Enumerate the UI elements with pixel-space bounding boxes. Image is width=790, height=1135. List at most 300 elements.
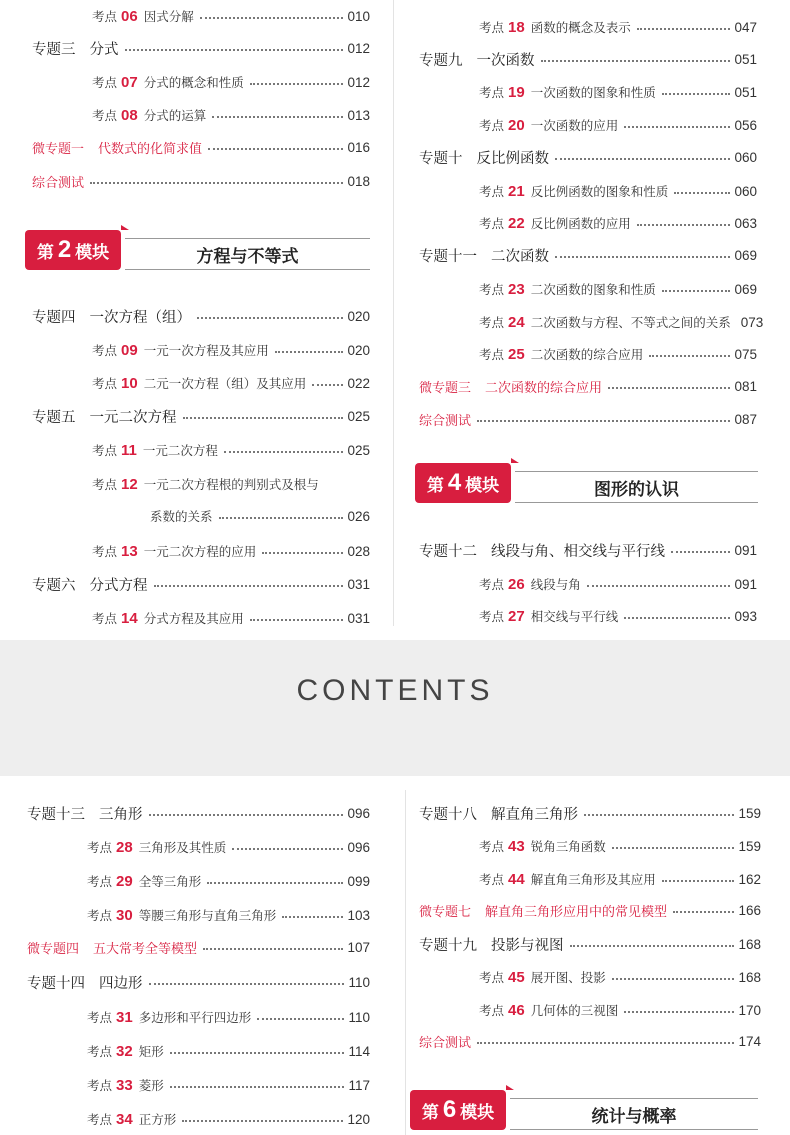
module-title: 方程与不等式: [125, 238, 370, 270]
point-number: 29: [116, 872, 133, 890]
toc-micro-row[interactable]: [27, 934, 370, 960]
page-number: 051: [734, 84, 757, 100]
entry-label: [419, 245, 549, 266]
column-divider: [393, 0, 394, 626]
page-number: 110: [348, 1009, 370, 1025]
toc-micro-row[interactable]: [32, 134, 370, 160]
point-prefix: 考点: [479, 216, 505, 231]
toc-topic-row[interactable]: [27, 800, 370, 826]
module-header: [25, 230, 370, 270]
dot-leader: [203, 948, 343, 950]
module-title: 统计与概率: [510, 1098, 758, 1130]
dot-leader: [257, 1018, 344, 1020]
dot-leader: [312, 384, 343, 386]
section-title: 三角形: [99, 806, 143, 823]
point-number: 33: [116, 1076, 133, 1094]
toc-micro-row[interactable]: [419, 373, 757, 399]
module-suffix: 模块: [460, 1102, 495, 1123]
page-number: 031: [347, 610, 370, 626]
point-number: 43: [508, 837, 525, 855]
page-number: 159: [738, 838, 761, 854]
point-prefix: 考点: [87, 908, 113, 923]
point-title: 几何体的三视图: [530, 1003, 619, 1018]
toc-micro-row[interactable]: [419, 406, 757, 432]
entry-label: [27, 938, 197, 957]
point-prefix: 考点: [92, 443, 118, 458]
dot-leader: [662, 880, 735, 882]
toc-point-row[interactable]: [87, 1072, 370, 1098]
dot-leader: [200, 17, 344, 19]
section-title: 一元二次方程: [89, 409, 177, 426]
page-number: 168: [738, 936, 761, 952]
point-prefix: 考点: [479, 118, 505, 133]
page-number: 075: [734, 346, 757, 362]
section-title: 二次函数的综合应用: [485, 380, 603, 396]
dot-leader: [587, 585, 731, 587]
page-number: 012: [347, 74, 370, 90]
point-prefix: 考点: [92, 343, 118, 358]
toc-topic-row[interactable]: [32, 303, 370, 329]
section-label: 微专题四: [27, 941, 80, 957]
dot-leader: [183, 417, 344, 419]
point-title: 反比例函数的图象和性质: [530, 184, 669, 199]
toc-point-row[interactable]: [92, 437, 370, 463]
point-title: 线段与角: [530, 577, 581, 592]
point-prefix: 考点: [479, 20, 505, 35]
entry-label: [419, 410, 471, 429]
toc-point-row[interactable]: [479, 964, 761, 990]
toc-point-row[interactable]: [479, 79, 757, 105]
section-title: 一次方程（组）: [89, 309, 191, 326]
entry-label: [419, 377, 602, 396]
module-badge: [25, 230, 121, 270]
point-number: 27: [508, 607, 525, 625]
entry-label: [419, 934, 564, 955]
point-title: 一元二次方程: [142, 443, 218, 458]
entry-label: [27, 972, 143, 993]
entry-label: [32, 172, 84, 191]
page-number: 010: [347, 8, 370, 24]
page-number: 159: [738, 805, 761, 821]
point-title: 一次函数的图象和性质: [530, 85, 656, 100]
toc-point-row[interactable]: [479, 571, 757, 597]
point-number: 45: [508, 968, 525, 986]
toc-topic-row[interactable]: [419, 144, 757, 170]
point-title: 一元二次方程的应用: [143, 544, 257, 559]
point-number: 09: [121, 341, 138, 359]
toc-point-row[interactable]: [479, 603, 757, 629]
point-prefix: 考点: [92, 376, 118, 391]
point-number: 46: [508, 1001, 525, 1019]
page-number: 069: [734, 247, 757, 263]
toc-point-row[interactable]: [92, 538, 370, 564]
page-number: 093: [734, 608, 757, 624]
point-prefix: 考点: [92, 108, 118, 123]
column-divider: [405, 790, 406, 1135]
point-number: 44: [508, 870, 525, 888]
section-label: 专题十四: [27, 975, 85, 992]
toc-topic-row[interactable]: [32, 35, 370, 61]
point-title: 二次函数与方程、不等式之间的关系: [530, 315, 731, 330]
point-prefix: 考点: [479, 315, 505, 330]
point-number: 21: [508, 182, 525, 200]
page-number: 013: [347, 107, 370, 123]
page-number: 051: [734, 51, 757, 67]
toc-point-row[interactable]: [479, 112, 757, 138]
point-number: 20: [508, 116, 525, 134]
module-number: 2: [57, 236, 72, 263]
toc-point-row[interactable]: [479, 210, 757, 236]
point-prefix: 考点: [92, 611, 118, 626]
point-title: 矩形: [138, 1044, 164, 1059]
point-title: 二次函数的图象和性质: [530, 282, 656, 297]
point-number: 14: [121, 609, 138, 627]
module-header: [410, 1090, 758, 1130]
module-suffix: 模块: [465, 475, 500, 496]
page-number: 060: [734, 149, 757, 165]
entry-label: [419, 49, 535, 70]
section-label: 专题十九: [419, 937, 477, 954]
entry-label: [419, 540, 665, 561]
point-number: 13: [121, 542, 138, 560]
section-label: 综合测试: [32, 175, 85, 191]
point-prefix: 考点: [87, 1112, 113, 1127]
page-number: 073: [740, 314, 764, 330]
point-number: 26: [508, 575, 525, 593]
toc-point-row[interactable]: [92, 102, 370, 128]
dot-leader: [477, 420, 730, 422]
point-prefix: 考点: [479, 609, 505, 624]
point-title: 二元一次方程（组）及其应用: [143, 376, 307, 391]
point-prefix: 考点: [92, 9, 118, 24]
point-title: 等腰三角形与直角三角形: [138, 908, 277, 923]
dot-leader: [624, 617, 730, 619]
section-title: 一次函数: [476, 52, 535, 69]
page-number: 117: [348, 1077, 370, 1093]
section-label: 专题九: [419, 52, 463, 69]
point-title: 反比例函数的应用: [530, 216, 631, 231]
badge-fold: [511, 458, 519, 463]
point-number: 12: [121, 475, 138, 493]
dot-leader: [154, 585, 344, 587]
point-number: 06: [121, 7, 138, 25]
toc-point-row[interactable]: [92, 69, 370, 95]
page-number: 091: [734, 576, 757, 592]
point-title: 三角形及其性质: [138, 840, 227, 855]
entry-label: [32, 574, 148, 595]
point-prefix: 考点: [87, 1078, 113, 1093]
page-number: 028: [347, 543, 370, 559]
page-number: 114: [348, 1043, 370, 1059]
point-prefix: 考点: [479, 282, 505, 297]
section-label: 专题六: [32, 577, 76, 594]
toc-topic-row[interactable]: [419, 931, 761, 957]
toc-point-row[interactable]: [87, 1038, 370, 1064]
toc-topic-row[interactable]: [419, 242, 757, 268]
point-number: 30: [116, 906, 133, 924]
point-title: 分式的运算: [143, 108, 207, 123]
page-number: 081: [734, 378, 757, 394]
entry-label: [32, 406, 177, 427]
point-number: 10: [121, 374, 138, 392]
section-title: 解直角三角形应用中的常见模型: [485, 904, 668, 920]
toc-point-row[interactable]: [92, 3, 370, 29]
page-number: 096: [347, 805, 370, 821]
contents-heading: CONTENTS: [296, 674, 494, 707]
dot-leader: [570, 945, 735, 947]
dot-leader: [624, 126, 730, 128]
toc-point-row[interactable]: [92, 337, 370, 363]
dot-leader: [232, 848, 343, 850]
section-label: 微专题一: [32, 141, 85, 157]
toc-point-row[interactable]: [479, 833, 761, 859]
page-number: 096: [347, 839, 370, 855]
dot-leader: [282, 916, 343, 918]
page-number: 103: [347, 907, 370, 923]
dot-leader: [197, 317, 343, 319]
point-title: 解直角三角形及其应用: [530, 872, 656, 887]
module-number: 6: [442, 1096, 457, 1123]
dot-leader: [662, 290, 731, 292]
point-title: 全等三角形: [138, 874, 202, 889]
toc-topic-row[interactable]: [419, 800, 761, 826]
section-title: 分式方程: [89, 577, 148, 594]
point-title: 正方形: [138, 1112, 177, 1127]
point-title-continued: 系数的关系: [150, 509, 213, 524]
section-title: 线段与角、相交线与平行线: [491, 543, 665, 560]
point-prefix: 考点: [87, 840, 113, 855]
page-number: 120: [347, 1111, 370, 1127]
point-number: 08: [121, 106, 138, 124]
page-number: 025: [347, 442, 370, 458]
point-number: 31: [116, 1008, 133, 1026]
section-title: 二次函数: [491, 248, 549, 265]
module-header: [415, 463, 758, 503]
point-title: 菱形: [138, 1078, 164, 1093]
dot-leader: [541, 60, 731, 62]
dot-leader: [555, 256, 730, 258]
point-prefix: 考点: [479, 970, 505, 985]
point-prefix: 考点: [479, 839, 505, 854]
toc-point-row[interactable]: [92, 605, 370, 631]
section-title: 五大常考全等模型: [93, 941, 198, 957]
dot-leader: [224, 451, 344, 453]
point-title: 分式的概念和性质: [143, 75, 244, 90]
toc-point-row[interactable]: [479, 276, 757, 302]
page-number: 069: [734, 281, 757, 297]
dot-leader: [207, 882, 343, 884]
module-title: 图形的认识: [515, 471, 758, 503]
section-label: 微专题七: [419, 904, 472, 920]
section-label: 专题五: [32, 409, 76, 426]
section-title: 反比例函数: [476, 150, 549, 167]
page-number: 107: [347, 939, 370, 955]
toc-point-row[interactable]: [479, 309, 764, 335]
page-number: 110: [348, 974, 370, 990]
section-title: 四边形: [99, 975, 143, 992]
toc-topic-row[interactable]: [27, 969, 370, 995]
point-title: 展开图、投影: [530, 970, 606, 985]
point-title: 一元一次方程及其应用: [143, 343, 269, 358]
point-number: 07: [121, 73, 138, 91]
toc-point-row[interactable]: [87, 1004, 370, 1030]
page-number: 026: [347, 508, 370, 524]
toc-micro-row[interactable]: [32, 168, 370, 194]
badge-fold: [506, 1085, 514, 1090]
page-number: 012: [347, 40, 370, 56]
dot-leader: [170, 1086, 345, 1088]
point-number: 32: [116, 1042, 133, 1060]
dot-leader: [170, 1052, 345, 1054]
point-number: 34: [116, 1110, 133, 1128]
point-number: 11: [121, 441, 137, 459]
section-title: 投影与视图: [491, 937, 564, 954]
point-title: 一元二次方程根的判别式及根与: [143, 477, 319, 492]
toc-point-row[interactable]: [479, 997, 761, 1023]
toc-point-row[interactable]: [87, 868, 370, 894]
page-gap: [0, 640, 790, 776]
page-number: 025: [347, 408, 370, 424]
point-prefix: 考点: [92, 75, 118, 90]
section-label: 专题十二: [419, 543, 477, 560]
page-number: 060: [734, 183, 757, 199]
page-number: 018: [347, 173, 370, 189]
toc-point-row[interactable]: [87, 834, 370, 860]
dot-leader: [674, 192, 730, 194]
badge-fold: [121, 225, 129, 230]
section-label: 综合测试: [419, 413, 472, 429]
entry-label: [32, 306, 191, 327]
page-number: 031: [347, 576, 370, 592]
point-title: 函数的概念及表示: [530, 20, 631, 35]
dot-leader: [608, 387, 730, 389]
dot-leader: [477, 1042, 734, 1044]
dot-leader: [555, 158, 730, 160]
page-number: 091: [734, 542, 757, 558]
page-number: 162: [738, 871, 761, 887]
point-number: 23: [508, 280, 525, 298]
point-number: 25: [508, 345, 525, 363]
dot-leader: [649, 355, 730, 357]
page-number: 047: [734, 19, 757, 35]
toc-point-row[interactable]: [87, 1106, 370, 1132]
page-number: 170: [738, 1002, 761, 1018]
page-number: 087: [734, 411, 757, 427]
section-label: 综合测试: [419, 1035, 472, 1051]
point-number: 22: [508, 214, 525, 232]
module-prefix: 第: [36, 242, 54, 263]
module-badge: [410, 1090, 506, 1130]
toc-point-row[interactable]: [479, 866, 761, 892]
toc-point-row[interactable]: [479, 14, 757, 40]
dot-leader: [208, 148, 343, 150]
module-suffix: 模块: [75, 242, 110, 263]
dot-leader: [662, 93, 731, 95]
point-title: 相交线与平行线: [530, 609, 619, 624]
page-number: 174: [738, 1033, 761, 1049]
point-title: 锐角三角函数: [530, 839, 606, 854]
entry-label: [27, 803, 143, 824]
section-label: 专题十: [419, 150, 463, 167]
entry-label: [419, 803, 578, 824]
page-number: 063: [734, 215, 757, 231]
point-prefix: 考点: [479, 184, 505, 199]
entry-label: [419, 147, 549, 168]
dot-leader: [212, 116, 343, 118]
page-number: 166: [738, 902, 761, 918]
section-title: 代数式的化简求值: [98, 141, 203, 157]
toc-point-row[interactable]: [87, 902, 370, 928]
toc-topic-row[interactable]: [32, 571, 370, 597]
page-number: 020: [347, 308, 370, 324]
module-prefix: 第: [426, 475, 444, 496]
dot-leader: [250, 619, 344, 621]
dot-leader: [637, 224, 731, 226]
entry-label: [419, 1032, 471, 1051]
point-prefix: 考点: [87, 1044, 113, 1059]
point-prefix: 考点: [92, 544, 118, 559]
toc-point-row[interactable]: [150, 503, 370, 529]
module-prefix: 第: [421, 1102, 439, 1123]
point-prefix: 考点: [479, 1003, 505, 1018]
point-prefix: 考点: [479, 85, 505, 100]
point-number: 28: [116, 838, 133, 856]
point-number: 24: [508, 313, 525, 331]
page-number: 020: [347, 342, 370, 358]
toc-point-row[interactable]: [92, 471, 370, 497]
dot-leader: [149, 814, 344, 816]
entry-label: [32, 38, 119, 59]
dot-leader: [182, 1120, 343, 1122]
toc-topic-row[interactable]: [419, 537, 757, 563]
section-label: 专题三: [32, 41, 76, 58]
point-title: 多边形和平行四边形: [138, 1010, 252, 1025]
point-number: 19: [508, 83, 525, 101]
section-title: 分式: [89, 41, 119, 58]
toc-micro-row[interactable]: [419, 897, 761, 923]
point-prefix: 考点: [479, 347, 505, 362]
point-title: 分式方程及其应用: [143, 611, 244, 626]
module-badge: [415, 463, 511, 503]
toc-topic-row[interactable]: [419, 46, 757, 72]
dot-leader: [624, 1011, 734, 1013]
section-label: 微专题三: [419, 380, 472, 396]
dot-leader: [275, 351, 344, 353]
toc-point-row[interactable]: [479, 341, 757, 367]
dot-leader: [250, 83, 344, 85]
point-prefix: 考点: [87, 1010, 113, 1025]
point-title: 一次函数的应用: [530, 118, 619, 133]
page-number: 056: [734, 117, 757, 133]
point-prefix: 考点: [479, 872, 505, 887]
toc-topic-row[interactable]: [32, 403, 370, 429]
dot-leader: [612, 978, 735, 980]
section-label: 专题十三: [27, 806, 85, 823]
section-title: 解直角三角形: [491, 806, 578, 823]
dot-leader: [149, 983, 345, 985]
toc-micro-row[interactable]: [419, 1028, 761, 1054]
toc-point-row[interactable]: [479, 178, 757, 204]
entry-label: [32, 138, 202, 157]
dot-leader: [612, 847, 735, 849]
entry-label: [419, 901, 667, 920]
dot-leader: [125, 49, 344, 51]
point-title: 因式分解: [143, 9, 194, 24]
toc-point-row[interactable]: [92, 370, 370, 396]
page-number: 099: [347, 873, 370, 889]
dot-leader: [90, 182, 343, 184]
page-number: 016: [347, 139, 370, 155]
